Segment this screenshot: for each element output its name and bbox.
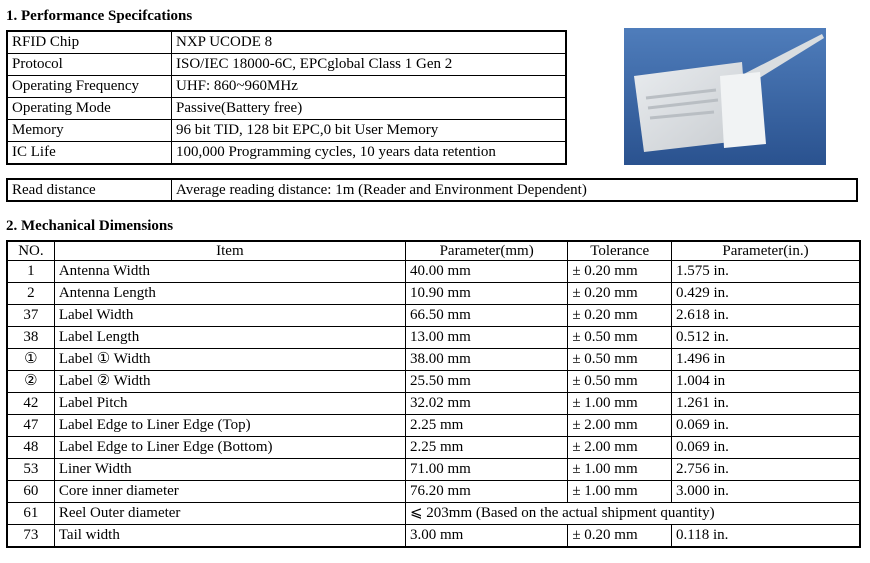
row-tolerance: ± 0.50 mm — [568, 349, 672, 371]
row-number: 60 — [7, 481, 54, 503]
table-header-row — [7, 241, 860, 261]
table-row — [7, 261, 860, 283]
row-number: ① — [7, 349, 54, 371]
row-param-in: 0.512 in. — [672, 327, 861, 349]
row-number: 2 — [7, 283, 54, 305]
table-row — [7, 415, 860, 437]
row-number: 1 — [7, 261, 54, 283]
spec-row — [7, 120, 566, 142]
row-param-in: 0.069 in. — [672, 437, 861, 459]
spec-row — [7, 31, 566, 54]
header-no: NO. — [7, 241, 54, 261]
read-distance-value: Average reading distance: 1m (Reader and Environment Dependent) — [176, 182, 587, 198]
row-param-mm: 66.50 mm — [405, 305, 567, 327]
spec-value: 100,000 Programming cycles, 10 years data retention — [172, 142, 567, 165]
table-row — [7, 305, 860, 327]
row-tolerance: ± 0.20 mm — [568, 261, 672, 283]
row-number: 61 — [7, 503, 54, 525]
spec-row — [7, 76, 566, 98]
row-number: 37 — [7, 305, 54, 327]
row-param-in: 2.618 in. — [672, 305, 861, 327]
row-item: Label ① Width — [54, 349, 405, 371]
row-item: Label Pitch — [54, 393, 405, 415]
row-param-mm: 25.50 mm — [405, 371, 567, 393]
rfid-label-photo — [624, 28, 826, 165]
spec-label: RFID Chip — [7, 31, 172, 54]
row-item: Antenna Length — [54, 283, 405, 305]
table-row — [7, 481, 860, 503]
row-merged-value: ⩽ 203mm (Based on the actual shipment quantity) — [405, 503, 860, 525]
row-param-in: 1.261 in. — [672, 393, 861, 415]
row-tolerance: ± 0.20 mm — [568, 283, 672, 305]
section1-title: 1. Performance Specifcations — [6, 8, 193, 24]
spec-row — [7, 142, 566, 165]
row-param-in: 2.756 in. — [672, 459, 861, 481]
row-number: 73 — [7, 525, 54, 548]
row-param-in: 0.069 in. — [672, 415, 861, 437]
spec-value: ISO/IEC 18000-6C, EPCglobal Class 1 Gen 2 — [172, 54, 567, 76]
row-item: Label Length — [54, 327, 405, 349]
row-item: Antenna Width — [54, 261, 405, 283]
table-row — [7, 459, 860, 481]
table-row — [7, 393, 860, 415]
row-item: Liner Width — [54, 459, 405, 481]
row-item: Label Width — [54, 305, 405, 327]
row-param-in: 1.575 in. — [672, 261, 861, 283]
row-number: ② — [7, 371, 54, 393]
row-param-mm: 13.00 mm — [405, 327, 567, 349]
spec-label: Memory — [7, 120, 172, 142]
table-row — [7, 327, 860, 349]
row-param-mm: 10.90 mm — [405, 283, 567, 305]
row-param-in: 1.004 in — [672, 371, 861, 393]
row-number: 38 — [7, 327, 54, 349]
read-distance-row — [6, 178, 858, 202]
row-param-mm: 2.25 mm — [405, 415, 567, 437]
performance-spec-table — [6, 30, 567, 165]
row-number: 47 — [7, 415, 54, 437]
row-item: Tail width — [54, 525, 405, 548]
section2-title: 2. Mechanical Dimensions — [6, 218, 174, 234]
spec-row — [7, 98, 566, 120]
spec-label: Operating Mode — [7, 98, 172, 120]
row-tolerance: ± 2.00 mm — [568, 437, 672, 459]
table-row — [7, 371, 860, 393]
row-param-mm: 32.02 mm — [405, 393, 567, 415]
row-item: Label ② Width — [54, 371, 405, 393]
table-row — [7, 349, 860, 371]
row-number: 42 — [7, 393, 54, 415]
spec-label: Protocol — [7, 54, 172, 76]
row-param-in: 1.496 in — [672, 349, 861, 371]
row-item: Core inner diameter — [54, 481, 405, 503]
header-item: Item — [54, 241, 405, 261]
row-item: Reel Outer diameter — [54, 503, 405, 525]
row-number: 48 — [7, 437, 54, 459]
table-row — [7, 283, 860, 305]
row-tolerance: ± 0.20 mm — [568, 305, 672, 327]
row-param-mm: 76.20 mm — [405, 481, 567, 503]
row-param-mm: 38.00 mm — [405, 349, 567, 371]
row-item: Label Edge to Liner Edge (Top) — [54, 415, 405, 437]
spec-label: Operating Frequency — [7, 76, 172, 98]
row-tolerance: ± 1.00 mm — [568, 459, 672, 481]
spec-row — [7, 54, 566, 76]
row-param-in: 0.429 in. — [672, 283, 861, 305]
row-param-in: 3.000 in. — [672, 481, 861, 503]
spec-value: NXP UCODE 8 — [172, 31, 567, 54]
table-row — [7, 525, 860, 548]
header-param-in: Parameter(in.) — [672, 241, 861, 261]
row-param-mm: 71.00 mm — [405, 459, 567, 481]
row-param-mm: 3.00 mm — [405, 525, 567, 548]
table-row — [7, 437, 860, 459]
spec-label: IC Life — [7, 142, 172, 165]
row-tolerance: ± 1.00 mm — [568, 481, 672, 503]
row-param-in: 0.118 in. — [672, 525, 861, 548]
row-param-mm: 40.00 mm — [405, 261, 567, 283]
header-tolerance: Tolerance — [568, 241, 672, 261]
spec-value: Passive(Battery free) — [172, 98, 567, 120]
read-distance-label: Read distance — [8, 180, 172, 200]
mechanical-dimensions-table — [6, 240, 861, 548]
row-tolerance: ± 0.20 mm — [568, 525, 672, 548]
row-item: Label Edge to Liner Edge (Bottom) — [54, 437, 405, 459]
table-row — [7, 503, 860, 525]
row-param-mm: 2.25 mm — [405, 437, 567, 459]
spec-value: 96 bit TID, 128 bit EPC,0 bit User Memory — [172, 120, 567, 142]
row-tolerance: ± 1.00 mm — [568, 393, 672, 415]
row-tolerance: ± 0.50 mm — [568, 371, 672, 393]
row-tolerance: ± 2.00 mm — [568, 415, 672, 437]
spec-value: UHF: 860~960MHz — [172, 76, 567, 98]
header-param-mm: Parameter(mm) — [405, 241, 567, 261]
row-tolerance: ± 0.50 mm — [568, 327, 672, 349]
row-number: 53 — [7, 459, 54, 481]
